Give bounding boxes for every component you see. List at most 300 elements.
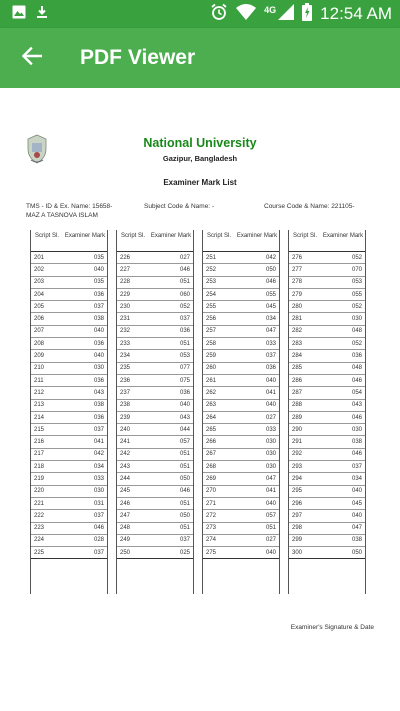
examiner-mark: 045: [351, 500, 362, 507]
examiner-mark: 051: [179, 500, 190, 507]
script-number: 224: [34, 537, 45, 544]
script-number: 276: [292, 254, 303, 261]
script-number: 235: [120, 365, 131, 372]
table-row: [203, 252, 279, 264]
script-number: 283: [292, 340, 303, 347]
script-number: 296: [292, 500, 303, 507]
script-number: 287: [292, 389, 303, 396]
script-number: 204: [34, 291, 45, 298]
examiner-mark: 034: [93, 463, 104, 470]
examiner-mark: 046: [179, 488, 190, 495]
script-number: 300: [292, 549, 303, 556]
script-number: 237: [120, 389, 131, 396]
script-number: 265: [206, 426, 217, 433]
examiner-mark: 051: [179, 340, 190, 347]
column-header: [117, 230, 193, 252]
university-location: Gazipur, Bangladesh: [162, 154, 238, 163]
table-row: [203, 510, 279, 522]
table-row: [289, 461, 365, 473]
mark-column: [116, 230, 194, 594]
examiner-mark: 052: [351, 254, 362, 261]
script-number: 215: [34, 426, 45, 433]
examiner-mark: 047: [351, 525, 362, 532]
examiner-mark: 036: [93, 414, 104, 421]
table-row: [117, 523, 193, 535]
script-number: 263: [206, 402, 217, 409]
script-number: 271: [206, 500, 217, 507]
document-title: Examiner Mark List: [163, 178, 237, 187]
examiner-mark: 040: [265, 377, 276, 384]
script-number: 225: [34, 549, 45, 556]
examiner-mark: 034: [265, 316, 276, 323]
table-row: [203, 473, 279, 485]
table-row: [117, 547, 193, 559]
examiner-mark: 040: [351, 488, 362, 495]
script-number: 295: [292, 488, 303, 495]
examiner-mark: 036: [93, 377, 104, 384]
table-row: [117, 400, 193, 412]
table-row: [117, 252, 193, 264]
examiner-mark: 055: [265, 291, 276, 298]
pdf-viewer-area[interactable]: [0, 88, 400, 711]
script-number: 274: [206, 537, 217, 544]
examiner-mark: 070: [351, 266, 362, 273]
examiner-mark: 051: [265, 525, 276, 532]
script-number: 270: [206, 488, 217, 495]
table-row: [203, 486, 279, 498]
script-number: 280: [292, 303, 303, 310]
script-number: 253: [206, 279, 217, 286]
examiner-mark: 037: [179, 537, 190, 544]
examiner-mark: 040: [179, 402, 190, 409]
script-number: 220: [34, 488, 45, 495]
table-row: [203, 264, 279, 276]
examiner-mark: 046: [265, 279, 276, 286]
examiner-mark: 042: [93, 451, 104, 458]
script-number: 213: [34, 402, 45, 409]
table-row: [203, 436, 279, 448]
table-row: [117, 436, 193, 448]
examiner-mark: 031: [93, 500, 104, 507]
clock-time: 12:54 AM: [320, 4, 392, 23]
script-number: 251: [206, 254, 217, 261]
examiner-mark: 037: [179, 316, 190, 323]
script-number: 227: [120, 266, 131, 273]
table-row: [289, 547, 365, 559]
script-number: 290: [292, 426, 303, 433]
examiner-mark: 035: [93, 254, 104, 261]
table-row: [31, 547, 107, 559]
table-row: [203, 461, 279, 473]
examiner-mark: 037: [93, 303, 104, 310]
table-row: [289, 326, 365, 338]
script-number: 201: [34, 254, 45, 261]
table-row: [203, 301, 279, 313]
examiner-mark: 040: [93, 353, 104, 360]
examiner-mark: 030: [351, 316, 362, 323]
script-number: 218: [34, 463, 45, 470]
table-row: [289, 252, 365, 264]
table-row: [203, 498, 279, 510]
table-row: [117, 338, 193, 350]
table-row: [117, 498, 193, 510]
script-number: 248: [120, 525, 131, 532]
examiner-mark: 030: [265, 463, 276, 470]
script-number: 252: [206, 266, 217, 273]
script-number: 254: [206, 291, 217, 298]
examiner-mark: 040: [265, 500, 276, 507]
examiner-mark: 040: [351, 512, 362, 519]
table-row: [289, 313, 365, 325]
table-row: [203, 350, 279, 362]
script-number: 240: [120, 426, 131, 433]
table-row: [117, 277, 193, 289]
script-number: 203: [34, 279, 45, 286]
script-number: 289: [292, 414, 303, 421]
examiner-mark: 052: [179, 303, 190, 310]
table-row: [289, 473, 365, 485]
course-code-field: Course Code & Name: 221105-: [264, 203, 355, 210]
examiner-mark: 036: [93, 340, 104, 347]
table-row: [31, 523, 107, 535]
app-bar: [0, 28, 400, 88]
examiner-mark: 053: [351, 279, 362, 286]
examiner-mark: 045: [265, 303, 276, 310]
table-row: [203, 387, 279, 399]
table-row: [289, 387, 365, 399]
script-number: 202: [34, 266, 45, 273]
column-header: [203, 230, 279, 252]
table-row: [289, 264, 365, 276]
table-row: [117, 301, 193, 313]
table-row: [31, 498, 107, 510]
table-row: [31, 301, 107, 313]
table-row: [289, 289, 365, 301]
script-sl-header: Script Sl.: [34, 233, 59, 239]
examiner-mark: 030: [265, 451, 276, 458]
subject-code-field: Subject Code & Name: -: [144, 203, 215, 210]
script-number: 241: [120, 439, 131, 446]
examiner-mark: 046: [351, 414, 362, 421]
table-row: [203, 424, 279, 436]
battery-icon: [302, 3, 312, 26]
script-number: 212: [34, 389, 45, 396]
script-sl-header: Script Sl.: [206, 233, 231, 239]
examiner-mark: 035: [93, 279, 104, 286]
examiner-mark: 048: [351, 328, 362, 335]
script-number: 208: [34, 340, 45, 347]
table-row: [203, 277, 279, 289]
examiner-mark: 047: [265, 328, 276, 335]
script-number: 285: [292, 365, 303, 372]
script-number: 222: [34, 512, 45, 519]
table-row: [289, 449, 365, 461]
table-row: [31, 252, 107, 264]
script-number: 232: [120, 328, 131, 335]
examiner-mark: 047: [265, 475, 276, 482]
examiner-mark: 041: [265, 389, 276, 396]
alarm-icon: [210, 3, 228, 26]
script-number: 277: [292, 266, 303, 273]
table-row: [289, 301, 365, 313]
examiner-mark: 050: [179, 512, 190, 519]
script-number: 291: [292, 439, 303, 446]
examiner-mark: 046: [351, 377, 362, 384]
script-number: 299: [292, 537, 303, 544]
script-number: 278: [292, 279, 303, 286]
image-notification-icon: [12, 5, 26, 24]
table-row: [31, 449, 107, 461]
table-row: [31, 510, 107, 522]
examiner-signature-label: Examiner's Signature & Date: [290, 624, 374, 631]
script-number: 259: [206, 353, 217, 360]
examiner-mark: 053: [179, 353, 190, 360]
script-number: 298: [292, 525, 303, 532]
script-number: 267: [206, 451, 217, 458]
examiner-mark: 046: [179, 266, 190, 273]
table-row: [117, 350, 193, 362]
mark-list-table: [30, 230, 366, 594]
table-row: [117, 326, 193, 338]
table-row: [289, 400, 365, 412]
table-row: [289, 277, 365, 289]
script-number: 209: [34, 353, 45, 360]
examiner-mark: 037: [265, 353, 276, 360]
table-row: [289, 436, 365, 448]
examiner-mark: 052: [351, 303, 362, 310]
table-row: [31, 412, 107, 424]
table-row: [117, 363, 193, 375]
examiner-mark: 051: [179, 463, 190, 470]
table-row: [31, 350, 107, 362]
script-number: 249: [120, 537, 131, 544]
table-row: [203, 535, 279, 547]
script-number: 286: [292, 377, 303, 384]
examiner-mark: 050: [179, 475, 190, 482]
table-row: [31, 289, 107, 301]
table-row: [117, 313, 193, 325]
script-number: 244: [120, 475, 131, 482]
table-row: [117, 264, 193, 276]
mark-column: [202, 230, 280, 594]
script-number: 256: [206, 316, 217, 323]
script-number: 207: [34, 328, 45, 335]
examiner-mark-header: Examiner Mark: [322, 233, 364, 239]
examiner-mark: 075: [179, 377, 190, 384]
table-row: [203, 289, 279, 301]
examiner-mark: 077: [179, 365, 190, 372]
status-bar: [0, 0, 400, 28]
examiner-mark-header: Examiner Mark: [236, 233, 278, 239]
examiner-mark: 030: [93, 365, 104, 372]
script-number: 297: [292, 512, 303, 519]
examiner-mark-header: Examiner Mark: [150, 233, 192, 239]
examiner-mark: 041: [265, 488, 276, 495]
examiner-mark: 027: [179, 254, 190, 261]
script-number: 272: [206, 512, 217, 519]
table-row: [203, 363, 279, 375]
examiner-mark: 043: [93, 389, 104, 396]
download-notification-icon: [36, 5, 48, 24]
script-number: 214: [34, 414, 45, 421]
script-number: 236: [120, 377, 131, 384]
script-number: 238: [120, 402, 131, 409]
script-number: 234: [120, 353, 131, 360]
examiner-mark: 037: [93, 426, 104, 433]
examiner-mark: 052: [351, 340, 362, 347]
mark-column: [288, 230, 366, 594]
script-number: 281: [292, 316, 303, 323]
examiner-mark: 051: [179, 525, 190, 532]
table-row: [203, 326, 279, 338]
script-sl-header: Script Sl.: [292, 233, 317, 239]
script-number: 219: [34, 475, 45, 482]
network-type-label: 4G: [264, 5, 277, 15]
table-row: [117, 375, 193, 387]
script-number: 210: [34, 365, 45, 372]
examiner-mark: 038: [93, 316, 104, 323]
examiner-mark: 055: [351, 291, 362, 298]
table-row: [289, 523, 365, 535]
table-row: [31, 486, 107, 498]
back-button[interactable]: [12, 38, 52, 78]
examiner-mark: 038: [93, 402, 104, 409]
examiner-mark: 042: [265, 254, 276, 261]
examiner-mark: 037: [93, 549, 104, 556]
script-number: 226: [120, 254, 131, 261]
script-number: 282: [292, 328, 303, 335]
script-number: 269: [206, 475, 217, 482]
table-row: [203, 400, 279, 412]
examiner-mark-header: Examiner Mark: [64, 233, 106, 239]
examiner-mark: 040: [265, 549, 276, 556]
script-number: 266: [206, 439, 217, 446]
table-row: [203, 375, 279, 387]
table-row: [289, 375, 365, 387]
script-number: 243: [120, 463, 131, 470]
examiner-mark: 060: [179, 291, 190, 298]
examiner-mark: 051: [179, 451, 190, 458]
table-row: [289, 363, 365, 375]
script-number: 275: [206, 549, 217, 556]
script-number: 250: [120, 549, 131, 556]
table-row: [203, 313, 279, 325]
examiner-mark: 043: [351, 402, 362, 409]
table-row: [31, 387, 107, 399]
script-number: 288: [292, 402, 303, 409]
table-row: [31, 264, 107, 276]
examiner-mark: 040: [93, 328, 104, 335]
examiner-mark: 033: [265, 340, 276, 347]
examiner-mark: 044: [179, 426, 190, 433]
table-row: [203, 338, 279, 350]
script-number: 223: [34, 525, 45, 532]
examiner-mark: 048: [351, 365, 362, 372]
table-row: [31, 535, 107, 547]
script-number: 211: [34, 377, 44, 384]
script-number: 216: [34, 439, 45, 446]
examiner-mark: 036: [93, 291, 104, 298]
script-number: 294: [292, 475, 303, 482]
examiner-mark: 027: [265, 537, 276, 544]
table-row: [117, 424, 193, 436]
table-row: [117, 461, 193, 473]
arrow-left-icon: [22, 46, 42, 71]
examiner-mark: 043: [179, 414, 190, 421]
table-row: [117, 412, 193, 424]
examiner-mark: 046: [93, 525, 104, 532]
script-number: 228: [120, 279, 131, 286]
examiner-mark: 038: [351, 439, 362, 446]
table-row: [31, 326, 107, 338]
table-row: [289, 338, 365, 350]
script-number: 221: [34, 500, 45, 507]
script-number: 246: [120, 500, 131, 507]
examiner-mark: 027: [265, 414, 276, 421]
table-row: [117, 449, 193, 461]
examiner-mark: 034: [351, 475, 362, 482]
table-row: [31, 461, 107, 473]
examiner-mark: 054: [351, 389, 362, 396]
table-row: [289, 412, 365, 424]
script-number: 206: [34, 316, 45, 323]
examiner-mark: 041: [93, 439, 104, 446]
script-number: 293: [292, 463, 303, 470]
script-number: 261: [206, 377, 217, 384]
table-row: [31, 424, 107, 436]
table-row: [31, 277, 107, 289]
app-title: PDF Viewer: [80, 46, 196, 69]
examiner-mark: 040: [265, 402, 276, 409]
pdf-page[interactable]: [22, 124, 378, 654]
script-number: 264: [206, 414, 217, 421]
examiner-mark: 051: [179, 279, 190, 286]
column-header: [31, 230, 107, 252]
column-header: [289, 230, 365, 252]
table-row: [117, 289, 193, 301]
table-row: [31, 338, 107, 350]
examiner-mark: 030: [351, 426, 362, 433]
table-row: [117, 510, 193, 522]
script-number: 273: [206, 525, 217, 532]
table-row: [117, 486, 193, 498]
table-row: [289, 350, 365, 362]
script-number: 230: [120, 303, 131, 310]
script-number: 242: [120, 451, 131, 458]
table-row: [31, 363, 107, 375]
examiner-mark: 037: [351, 463, 362, 470]
examiner-mark: 057: [179, 439, 190, 446]
table-row: [289, 510, 365, 522]
script-number: 260: [206, 365, 217, 372]
examiner-mark: 050: [265, 266, 276, 273]
script-sl-header: Script Sl.: [120, 233, 145, 239]
table-row: [289, 535, 365, 547]
table-row: [31, 436, 107, 448]
script-number: 229: [120, 291, 131, 298]
script-number: 245: [120, 488, 131, 495]
examiner-mark: 030: [265, 439, 276, 446]
examiner-mark: 036: [351, 353, 362, 360]
table-row: [289, 486, 365, 498]
script-number: 205: [34, 303, 45, 310]
script-number: 257: [206, 328, 217, 335]
table-row: [31, 313, 107, 325]
table-row: [289, 424, 365, 436]
script-number: 279: [292, 291, 303, 298]
cell-signal-icon: [278, 4, 294, 25]
table-row: [203, 547, 279, 559]
